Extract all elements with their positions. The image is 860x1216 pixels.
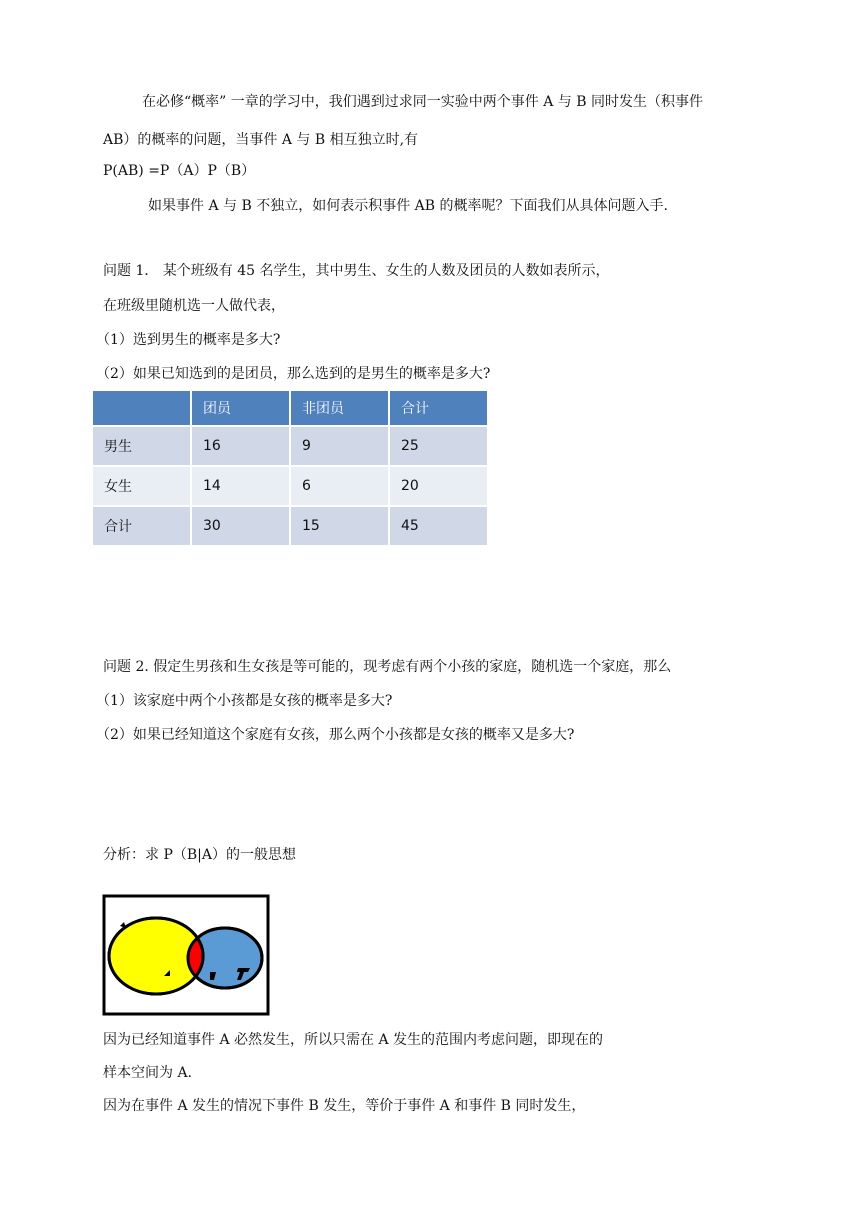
- problem-1-question-1: （1）选到男生的概率是多大?: [96, 332, 281, 348]
- table-cell: 合计: [93, 507, 192, 547]
- table-header-cell: [93, 391, 192, 427]
- table-header-cell: 合计: [390, 391, 489, 427]
- intro-line-3: 如果事件 A 与 B 不独立，如何表示积事件 AB 的概率呢？下面我们从具体问题入手.: [148, 198, 668, 214]
- table-cell: 16: [192, 427, 291, 467]
- intro-line-2: AB）的概率的问题，当事件 A 与 B 相互独立时,有: [103, 132, 419, 148]
- analysis-title: 分析：求 P（B|A）的一般思想: [103, 847, 296, 863]
- table-cell: 14: [192, 467, 291, 507]
- problem-1-question-2: （2）如果已知选到的是团员，那么选到的是男生的概率是多大?: [96, 366, 491, 382]
- student-statistics-table: [93, 391, 489, 547]
- table-header-cell: 非团员: [291, 391, 390, 427]
- analysis-line-3: 因为在事件 A 发生的情况下事件 B 发生，等价于事件 A 和事件 B 同时发生，: [103, 1098, 586, 1114]
- table-cell: 15: [291, 507, 390, 547]
- table-cell: 45: [390, 507, 489, 547]
- table-row: [93, 467, 489, 507]
- problem-2-question-2: （2）如果已经知道这个家庭有女孩，那么两个小孩都是女孩的概率又是多大?: [96, 727, 575, 743]
- table-row: [93, 427, 489, 467]
- table-cell: 6: [291, 467, 390, 507]
- table-header-cell: 团员: [192, 391, 291, 427]
- analysis-line-1: 因为已经知道事件 A 必然发生，所以只需在 A 发生的范围内考虑问题，即现在的: [103, 1032, 604, 1048]
- venn-diagram: [102, 894, 270, 1016]
- problem-1-statement-cont: 在班级里随机选一人做代表，: [103, 298, 285, 314]
- problem-1-statement: 问题 1． 某个班级有 45 名学生，其中男生、女生的人数及团员的人数如表所示，: [103, 263, 610, 279]
- table-cell: 男生: [93, 427, 192, 467]
- independence-formula: P(AB) =P（A）P（B）: [103, 163, 256, 179]
- problem-2-question-1: （1）该家庭中两个小孩都是女孩的概率是多大?: [96, 693, 393, 709]
- problem-2-statement: 问题 2. 假定生男孩和生女孩是等可能的，现考虑有两个小孩的家庭，随机选一个家庭，那么: [103, 659, 672, 675]
- table-row: [93, 507, 489, 547]
- table-cell: 25: [390, 427, 489, 467]
- analysis-line-2: 样本空间为 A.: [103, 1065, 193, 1081]
- table-header-row: [93, 391, 489, 427]
- table-cell: 女生: [93, 467, 192, 507]
- table-cell: 20: [390, 467, 489, 507]
- intro-line-1: 在必修“概率” 一章的学习中，我们遇到过求同一实验中两个事件 A 与 B 同时发生（积事件: [142, 94, 703, 110]
- table-cell: 30: [192, 507, 291, 547]
- table-cell: 9: [291, 427, 390, 467]
